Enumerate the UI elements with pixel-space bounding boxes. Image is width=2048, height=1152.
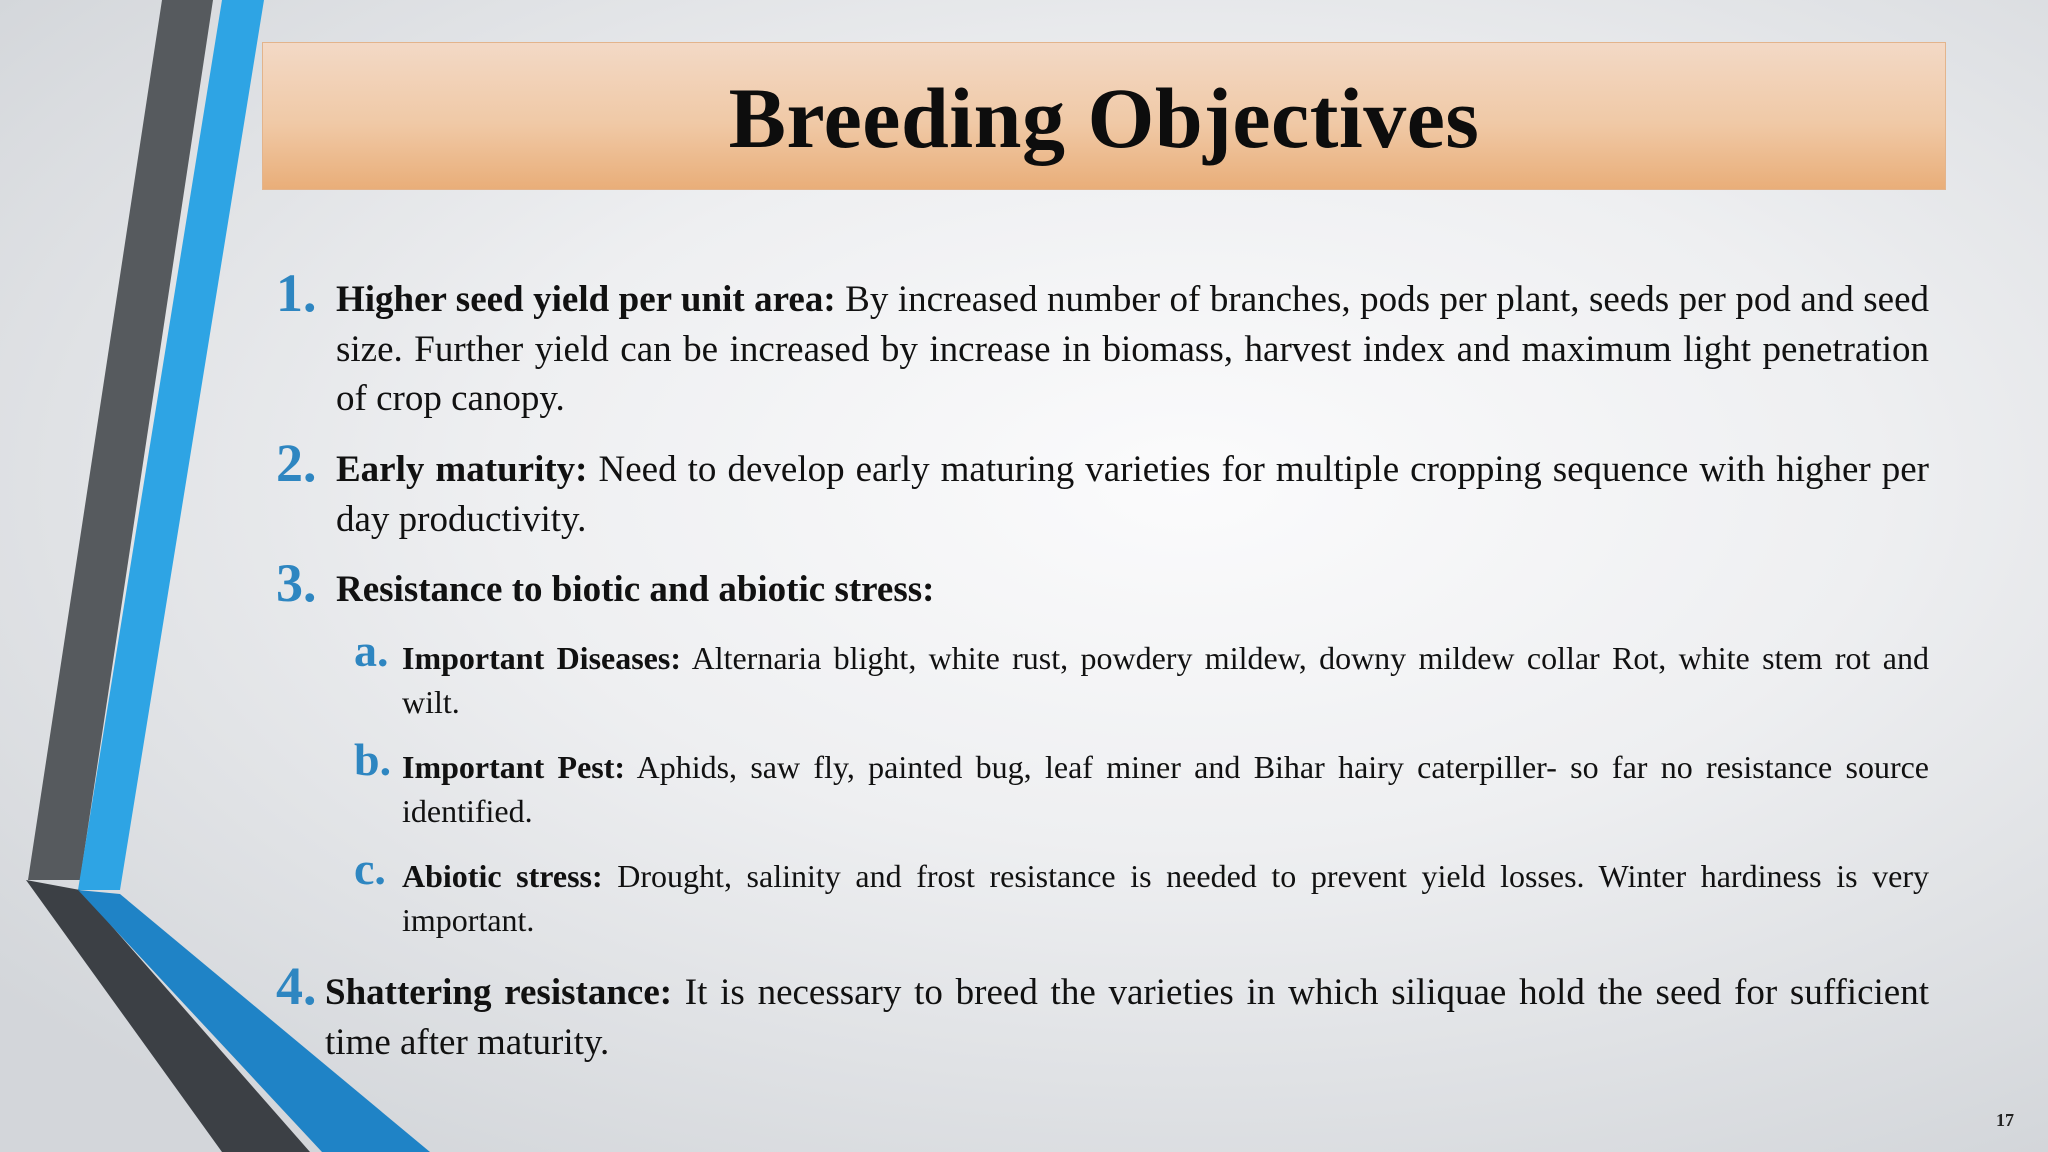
objective-heading-3: Resistance to biotic and abiotic stress: [336, 569, 935, 610]
objective-item-2 [336, 445, 1929, 544]
subitem-body-a: Alternaria blight, white rust, powdery mildew, downy mildew collar Rot, white stem rot and wilt. [402, 640, 1930, 720]
subitem-heading-b: Important Pest: [402, 749, 626, 785]
subitem-body-c: Drought, salinity and frost resistance is needed to prevent yield losses. Winter hardiness is very important. [402, 858, 1930, 938]
item-number-2: 2. [276, 433, 317, 493]
objective-item-3 [336, 565, 1929, 615]
item-number-1: 1. [276, 263, 317, 323]
objective-body-2: Need to develop early maturing varieties for multiple cropping sequence with higher per day productivity. [336, 449, 1929, 540]
objective-body-1: By increased number of branches, pods per plant, seeds per pod and seed size. Further yield can be increased by increase in biomass, harvest index and maximum light penetration of crop canopy. [336, 279, 1929, 419]
subitem-letter-c: c. [354, 843, 386, 894]
objective-heading-2: Early maturity: [336, 449, 588, 490]
objective-item-4 [325, 968, 1929, 1067]
slide-title: Breeding Objectives [728, 70, 1480, 166]
subitem-c [402, 854, 1929, 942]
subitem-b [402, 745, 1929, 833]
objective-body-4: It is necessary to breed the varieties in which siliquae hold the seed for sufficient time after maturity. [325, 972, 1929, 1063]
item-number-4: 4. [276, 956, 317, 1016]
page-number: 17 [1996, 1110, 2014, 1130]
subitem-letter-a: a. [354, 625, 389, 676]
subitem-letter-b: b. [354, 734, 392, 785]
objective-heading-1: Higher seed yield per unit area: [336, 279, 836, 320]
subitem-a [402, 636, 1929, 724]
objective-heading-4: Shattering resistance: [325, 972, 673, 1013]
subitem-body-b: Aphids, saw fly, painted bug, leaf miner and Bihar hairy caterpiller- so far no resistance source identified. [402, 749, 1930, 829]
subitem-heading-a: Important Diseases: [402, 640, 681, 676]
subitem-heading-c: Abiotic stress: [402, 858, 603, 894]
objective-item-1 [336, 275, 1929, 424]
item-number-3: 3. [276, 553, 317, 613]
